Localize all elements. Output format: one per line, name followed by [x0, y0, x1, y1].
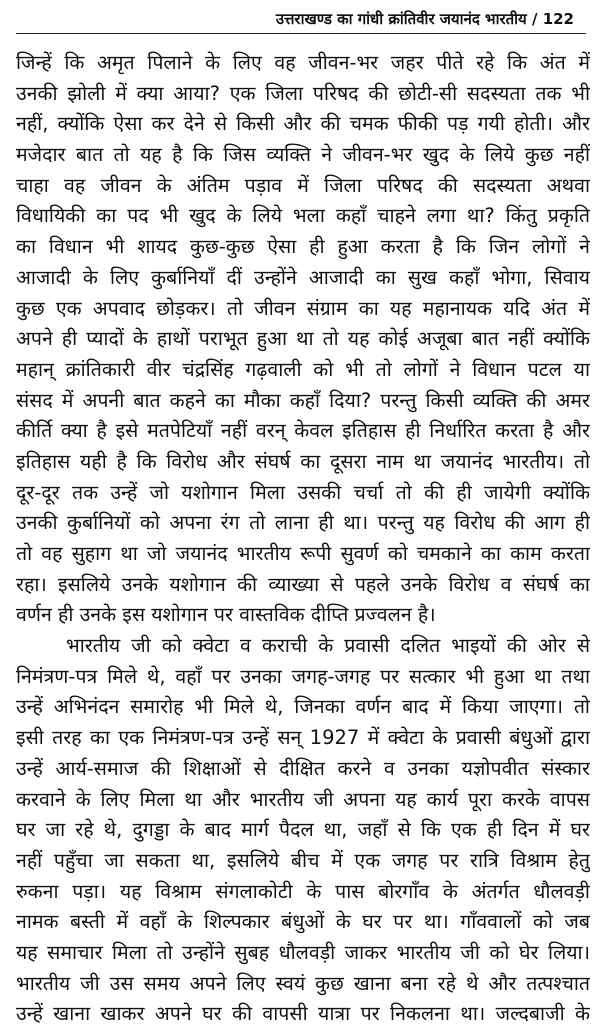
text-line: भारतीय जी उस समय अपने लिए स्वयं कुछ खाना बना रहे थे और तत्पश्चात	[16, 971, 590, 995]
text-line: नामक बस्ती में वहाँ के शिल्पकार बंधुओं के घर पर था। गाँववालों को जब	[16, 910, 590, 934]
text-line: रहा। इसलिये उनके यशोगान की व्याख्या से पहले उनके विरोध व संघर्ष का	[16, 572, 590, 596]
text-line: दूर-दूर तक उन्हें जो यशोगान मिला उसकी चर्चा तो की ही जायेगी क्योंकि	[16, 480, 590, 504]
running-header	[16, 0, 586, 34]
text-line: उन्हें अभिनंदन समारोह भी मिले थे, जिनका वर्णन बाद में किया जाएगा। तो	[16, 695, 590, 719]
header-title: उत्तराखण्ड का गांधी क्रांतिवीर जयानंद भारतीय	[275, 10, 527, 28]
text-line: तो वह सुहाग था जो जयानंद भारतीय रूपी सुवर्ण को चमकाने का काम करता	[16, 542, 590, 565]
text-line: उनकी झोली में क्या आया? एक जिला परिषद की छोटी-सी सदस्यता तक भी	[16, 81, 590, 105]
text-line: विधायिकी का पद भी खुद के लिये भला कहाँ चाहने लगा था? किंतु प्रकृति	[16, 204, 590, 228]
page-body	[16, 48, 590, 1030]
paragraph-1	[16, 48, 590, 631]
text-line: इतिहास यही है कि विरोध और संघर्ष का दूसरा नाम था जयानंद भारतीय। तो	[16, 449, 590, 473]
text-line: नहीं, क्योंकि ऐसा कर देने से किसी और की चमक फीकी पड़ गयी होती। और	[16, 112, 590, 136]
text-line: अपने ही प्यादों के हाथों पराभूत हुआ था तो यह कोई अजूबा बात नहीं क्योंकि	[16, 327, 590, 351]
text-line: इसी तरह का एक निमंत्रण-पत्र उन्हें सन् 1927 में क्वेटा के प्रवासी बंधुओं द्वारा	[16, 726, 590, 750]
header-text	[276, 9, 574, 33]
text-line: चाहा वह जीवन के अंतिम पड़ाव में जिला परिषद की सदस्यता अथवा	[16, 173, 590, 197]
text-line: संसद में अपनी बात कहने का मौका कहाँ दिया? परन्तु किसी व्यक्ति की अमर	[16, 388, 590, 412]
page-number: 122	[542, 10, 574, 28]
text-line: कीर्ति क्या है इसे मतपेटियाँ नहीं वरन् केवल इतिहास ही निर्धारित करता है और	[16, 419, 590, 443]
text-line: आजादी के लिए कुर्बानियाँ दीं उन्होंने आजादी का सुख कहाँ भोगा, सिवाय	[16, 265, 590, 289]
text-line: रुकना पड़ा। यह विश्राम संगलाकोटी के पास बोरगाँव के अंतर्गत धौलवड़ी	[16, 879, 590, 903]
text-line: उनकी कुर्बानियों को अपना रंग तो लाना ही था। परन्तु यह विरोध की आग ही	[16, 511, 590, 535]
paragraph-2	[16, 631, 590, 1030]
header-separator: /	[531, 10, 538, 28]
text-line: घर जा रहे थे, दुगड्डा के बाद मार्ग पैदल था, जहाँ से कि एक ही दिन में घर	[16, 818, 590, 842]
text-line: भारतीय जी को क्वेटा व कराची के प्रवासी दलित भाइयों की ओर से	[66, 634, 590, 658]
text-line: का विधान भी शायद कुछ-कुछ ऐसा ही हुआ करता है कि जिन लोगों ने	[16, 235, 590, 259]
text-line: यह समाचार मिला तो उन्होंने सुबह धौलवड़ी जाकर भारतीय जी को घेर लिया।	[16, 940, 590, 964]
text-line: नहीं पहुँचा जा सकता था, इसलिये बीच में एक जगह पर रात्रि विश्राम हेतु	[16, 848, 590, 872]
text-line: मजेदार बात तो यह है कि जिस व्यक्ति ने जीवन-भर खुद के लिये कुछ नहीं	[16, 143, 590, 167]
text-line: वर्णन ही उनके इस यशोगान पर वास्तविक दीप्ति प्रज्वलन है।	[16, 603, 436, 627]
text-line: कुछ एक अपवाद छोड़कर। तो जीवन संग्राम का यह महानायक यदि अंत में	[16, 296, 590, 320]
text-line: निमंत्रण-पत्र मिले थे, वहाँ पर उनका जगह-जगह पर सत्कार भी हुआ था तथा	[16, 664, 590, 688]
text-line: करवाने के लिए मिला था और भारतीय जी अपना यह कार्य पूरा करके वापस	[16, 787, 590, 811]
text-line: जिन्हें कि अमृत पिलाने के लिए वह जीवन-भर जहर पीते रहे कि अंत में	[16, 51, 590, 74]
text-line: उन्हें आर्य-समाज की शिक्षाओं से दीक्षित करने व उनका यज्ञोपवीत संस्कार	[16, 756, 590, 780]
text-line: उन्हें खाना खाकर अपने घर की वापसी यात्रा पर निकलना था। जल्दबाजी के	[16, 1002, 590, 1026]
text-line: महान् क्रांतिकारी वीर चंद्रसिंह गढ़वाली को भी तो लोगों ने विधान पटल या	[16, 357, 590, 381]
